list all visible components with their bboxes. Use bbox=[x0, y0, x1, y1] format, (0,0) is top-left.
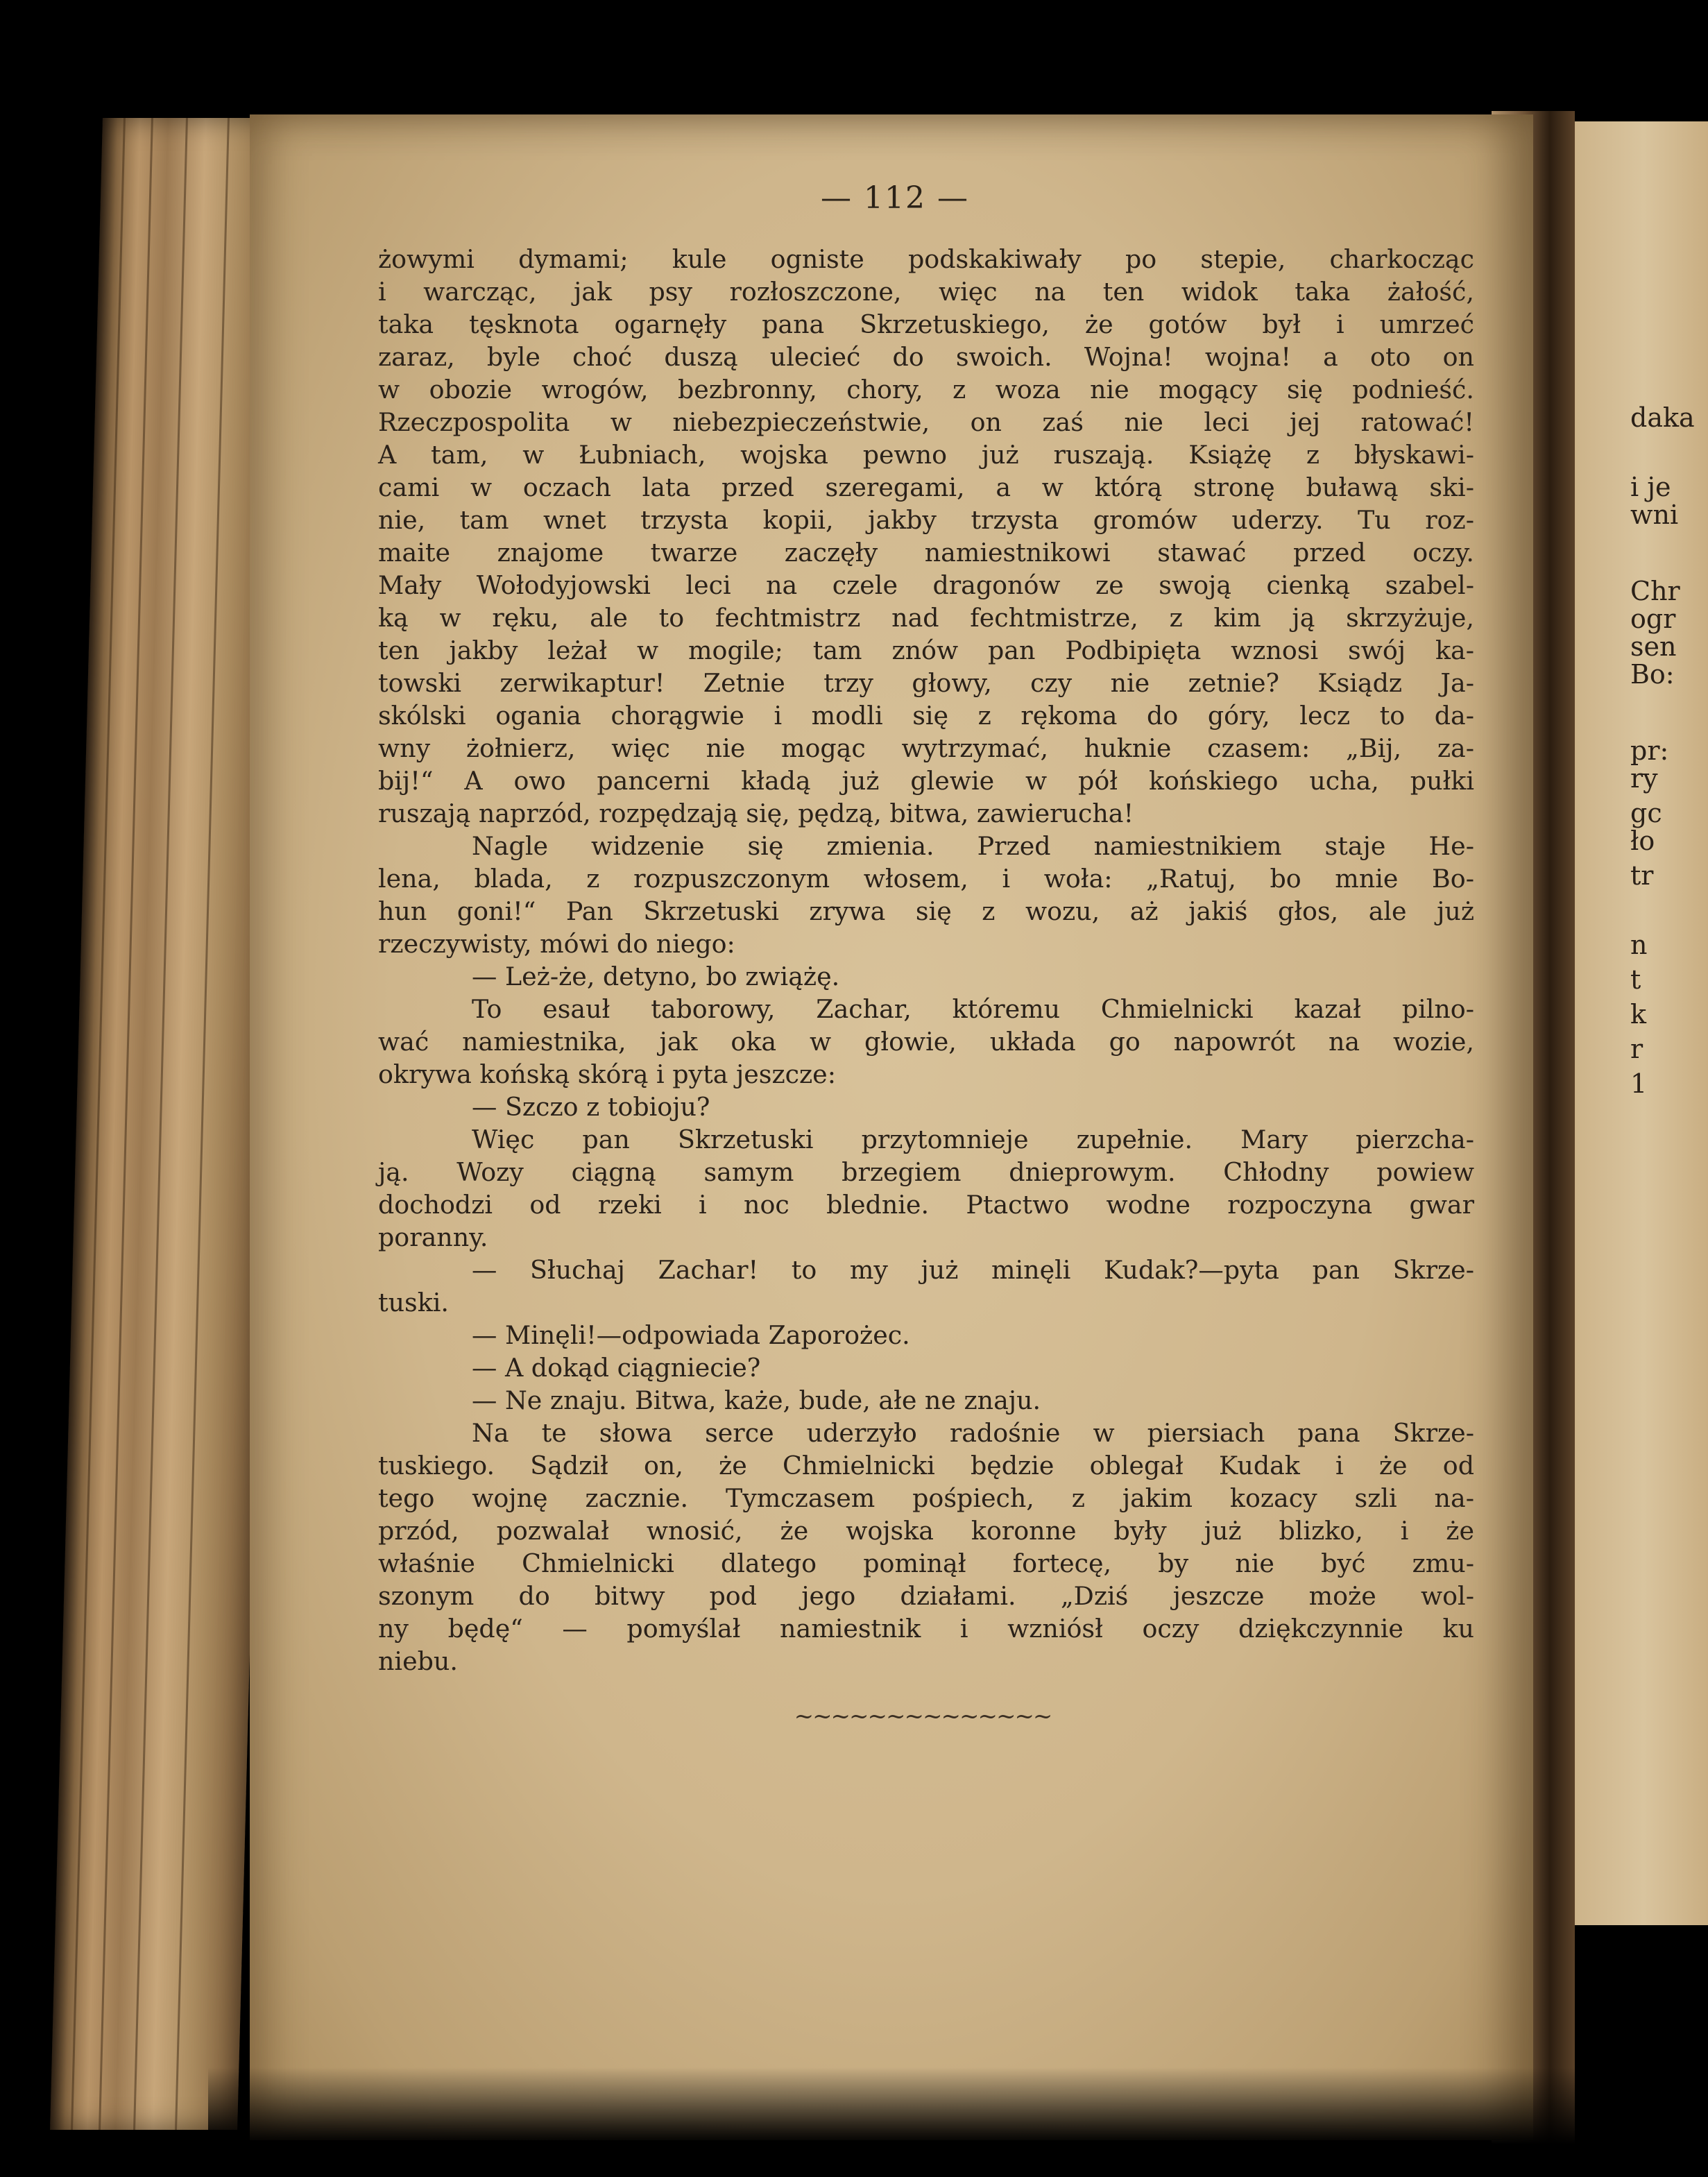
text-line: A tam, w Łubniach, wojska pewno już ruszają. Książę z błyskawi- bbox=[378, 440, 1474, 470]
text-line: rzeczywisty, mówi do niego: bbox=[378, 929, 735, 959]
text-line: bij!“ A owo pancerni kładą już glewie w pół końskiego ucha, pułki bbox=[378, 766, 1474, 796]
right-page-fragment: Bo: bbox=[1630, 659, 1675, 690]
right-page-fragment: n bbox=[1630, 930, 1648, 960]
text-line: hun goni!“ Pan Skrzetuski zrywa się z wozu, aż jakiś głos, ale już bbox=[378, 896, 1474, 926]
text-line: cami w oczach lata przed szeregami, a w którą stronę buławą ski- bbox=[378, 472, 1474, 502]
text-line: — Minęli!—odpowiada Zaporożec. bbox=[472, 1320, 910, 1350]
text-line: wać namiestnika, jak oka w głowie, układa go napowrót na wozie, bbox=[378, 1027, 1474, 1057]
text-line: ny będę“ — pomyślał namiestnik i wzniósł oczy dziękczynnie ku bbox=[378, 1614, 1474, 1644]
text-line: dochodzi od rzeki i noc blednie. Ptactwo wodne rozpoczyna gwar bbox=[378, 1190, 1474, 1220]
page-number: — 112 — bbox=[821, 180, 969, 216]
end-ornament: ~~~~~~~~~~~~~~ bbox=[794, 1702, 1052, 1730]
bottom-shadow bbox=[208, 2067, 1596, 2177]
text-line: lena, blada, z rozpuszczonym włosem, i woła: „Ratuj, bo mnie Bo- bbox=[378, 864, 1474, 894]
text-line: skólski ogania chorągwie i modli się z rękoma do góry, lecz to da- bbox=[378, 701, 1474, 731]
text-line: tego wojnę zacznie. Tymczasem pośpiech, z jakim kozacy szli na- bbox=[378, 1483, 1474, 1513]
text-line: tuski. bbox=[378, 1288, 449, 1317]
text-line: — Leż-że, detyno, bo zwiążę. bbox=[472, 962, 840, 991]
text-line: taka tęsknota ogarnęły pana Skrzetuskiego, że gotów był i umrzeć bbox=[378, 309, 1474, 339]
text-line: żowymi dymami; kule ogniste podskakiwały po stepie, charkocząc bbox=[378, 244, 1474, 274]
text-line: Mały Wołodyjowski leci na czele dragonów ze swoją cienką szabel- bbox=[378, 570, 1474, 600]
text-line: — Ne znaju. Bitwa, każe, bude, ałe ne znaju. bbox=[472, 1385, 1041, 1415]
right-page-fragment: Chr bbox=[1630, 576, 1680, 606]
right-page-fragment: i je bbox=[1630, 472, 1671, 502]
text-line: Nagle widzenie się zmienia. Przed namiestnikiem staje He- bbox=[472, 831, 1474, 861]
text-line: właśnie Chmielnicki dlatego pominął fortecę, by nie być zmu- bbox=[378, 1548, 1474, 1578]
text-line: w obozie wrogów, bezbronny, chory, z woza nie mogący się podnieść. bbox=[378, 375, 1474, 404]
text-line: towski zerwikaptur! Zetnie trzy głowy, czy nie zetnie? Ksiądz Ja- bbox=[378, 668, 1474, 698]
right-page-fragment: ło bbox=[1630, 826, 1655, 856]
text-line: ką w ręku, ale to fechtmistrz nad fechtmistrze, z kim ją skrzyżuje, bbox=[378, 603, 1474, 633]
right-page-fragment: pr: bbox=[1630, 735, 1669, 766]
text-line: Na te słowa serce uderzyło radośnie w piersiach pana Skrze- bbox=[472, 1418, 1474, 1448]
text-line: poranny. bbox=[378, 1222, 488, 1252]
text-line: zaraz, byle choć duszą ulecieć do swoich. Wojna! wojna! a oto on bbox=[378, 342, 1474, 372]
text-line: — Szczo z tobioju? bbox=[472, 1092, 710, 1122]
text-line: szonym do bitwy pod jego działami. „Dziś jeszcze może wol- bbox=[378, 1581, 1474, 1611]
text-line: — A dokąd ciągniecie? bbox=[472, 1353, 761, 1383]
right-page-fragment: gc bbox=[1630, 798, 1662, 828]
right-page-fragment: ogr bbox=[1630, 604, 1676, 634]
text-line: — Słuchaj Zachar! to my już minęli Kudak?—pyta pan Skrze- bbox=[472, 1255, 1474, 1285]
text-line: niebu. bbox=[378, 1646, 458, 1676]
text-line: nie, tam wnet trzysta kopii, jakby trzysta gromów uderzy. Tu roz- bbox=[378, 505, 1474, 535]
text-line: Więc pan Skrzetuski przytomnieje zupełnie. Mary pierzcha- bbox=[472, 1125, 1474, 1154]
text-line: ruszają naprzód, rozpędzają się, pędzą, bitwa, zawierucha! bbox=[378, 799, 1134, 828]
right-page-fragment: tr bbox=[1630, 860, 1654, 891]
text-line: ją. Wozy ciągną samym brzegiem dnieprowym. Chłodny powiew bbox=[378, 1157, 1474, 1187]
right-page-fragment: t bbox=[1630, 964, 1641, 995]
text-line: okrywa końską skórą i pyta jeszcze: bbox=[378, 1059, 836, 1089]
text-line: tuskiego. Sądził on, że Chmielnicki będzie oblegał Kudak i że od bbox=[378, 1451, 1474, 1480]
right-page-fragment: sen bbox=[1630, 631, 1677, 662]
right-page-fragment: 1 bbox=[1630, 1068, 1648, 1099]
right-page-fragment: daka bbox=[1630, 402, 1695, 433]
text-line: Rzeczpospolita w niebezpieczeństwie, on zaś nie leci jej ratować! bbox=[378, 407, 1474, 437]
text-line: przód, pozwalał wnosić, że wojska koronne były już blizko, i że bbox=[378, 1516, 1474, 1546]
text-line: To esauł taborowy, Zachar, któremu Chmielnicki kazał pilno- bbox=[472, 994, 1474, 1024]
text-line: wny żołnierz, więc nie mogąc wytrzymać, huknie czasem: „Bij, za- bbox=[378, 733, 1474, 763]
body-text bbox=[378, 243, 1474, 1677]
text-line: ten jakby leżał w mogile; tam znów pan Podbipięta wznosi swój ka- bbox=[378, 635, 1474, 665]
text-line: maite znajome twarze zaczęły namiestnikowi stawać przed oczy. bbox=[378, 538, 1474, 567]
right-page-fragment: r bbox=[1630, 1034, 1643, 1064]
right-page-fragment: k bbox=[1630, 999, 1647, 1030]
text-line: i warcząc, jak psy rozłoszczone, więc na ten widok taka żałość, bbox=[378, 277, 1474, 307]
right-page-fragment: ry bbox=[1630, 763, 1658, 794]
right-page-fragment: wni bbox=[1630, 500, 1679, 530]
